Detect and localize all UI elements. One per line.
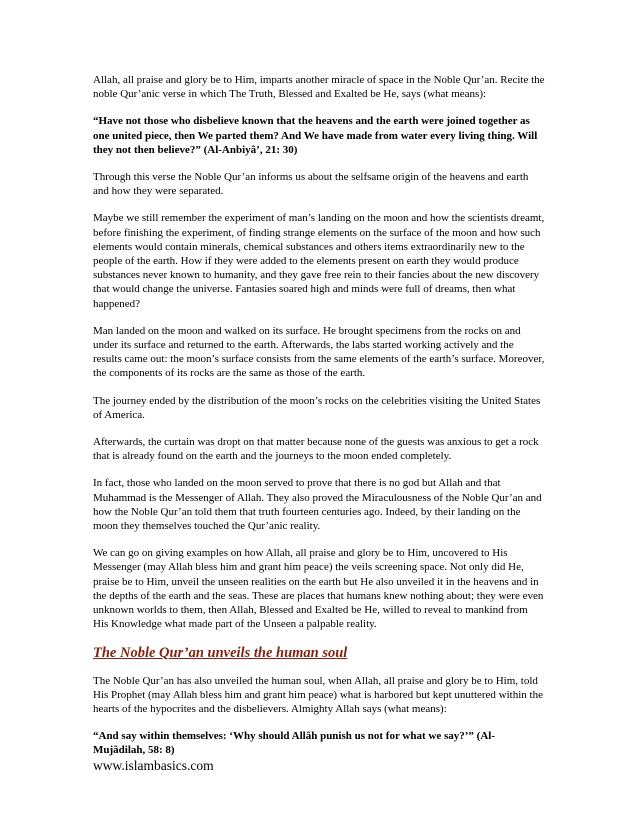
paragraph-examples: We can go on giving examples on how Allah, all praise and glory be to Him, uncovered to His Messenger (may Allah bless him and grant him peace) the veils screening space. Not only did He, praise be to Him, unveil the unseen realities on the earth but He also unveiled it in the heavens and in the depths of the earth and the seas. These are places that humans knew nothing about; they were even unknown worlds to them, then Allah, Blessed and Exalted be He, willed to reveal to mankind from His Knowledge what made part of the Unseen a palpable reality. [93,547,544,631]
paragraph-journey-ended: The journey ended by the distribution of the moon’s rocks on the celebrities visiting the United States of America. [93,394,541,421]
paragraph-curtain-dropt: Afterwards, the curtain was dropt on that matter because none of the guests was anxious to get a rock that is already found on the earth and the journeys to the moon ended completely. [93,436,539,463]
quote-mujadilah: “And say within themselves: ‘Why should Allâh punish us not for what we say?’” (Al-Mujâdilah, 58: 8) [93,730,495,757]
paragraph-human-soul: The Noble Qur’an has also unveiled the human soul, when Allah, all praise and glory be to Him, told His Prophet (may Allah bless him and grant him peace) what is harbored but kept unuttered within the hearts of the hypocrites and the disbelievers. Almighty Allah says (what means): [93,674,543,715]
paragraph-proof: In fact, those who landed on the moon served to prove that there is no god but Allah and that Muhammad is the Messenger of Allah. They also proved the Miraculousness of the Noble Qur’an and how the Noble Qur’an told them that truth fourteen centuries ago. Indeed, by their landing on the moon they themselves touched the Qur’anic reality. [93,477,542,533]
section-heading: The Noble Qur’an unveils the human soul [93,644,348,661]
page-content [93,73,545,771]
footer-url: www.islambasics.com [93,758,214,773]
paragraph-verse-explanation: Through this verse the Noble Qur’an informs us about the selfsame origin of the heavens and earth and how they were separated. [93,171,529,198]
paragraph-moon-experiment: Maybe we still remember the experiment of man’s landing on the moon and how the scientists dreamt, before finishing the experiment, of finding strange elements on the surface of the moon and how such elements would contain minerals, chemical substances and others items extraordinarily new to the people of the earth. How if they were added to the elements present on earth they would produce substances never known to humanity, and they gave free rein to their fancies about the new discovery that would change the universe. Fantasies soared high and minds were full of dreams, then what happened? [93,212,545,310]
paragraph-moon-landing: Man landed on the moon and walked on its surface. He brought specimens from the rocks on and under its surface and returned to the earth. Afterwards, the labs started working actively and the results came out: the moon’s surface consists from the same elements of the earth’s surface. Moreover, the components of its rocks are the same as those of the earth. [93,324,545,380]
paragraph-intro: Allah, all praise and glory be to Him, imparts another miracle of space in the Noble Qur’an. Recite the noble Qur’anic verse in which The Truth, Blessed and Exalted be He, says (what means): [93,74,545,101]
quote-anbiya: “Have not those who disbelieve known that the heavens and the earth were joined together as one united piece, then We parted them? And We have made from water every living thing. Will they not then believe?” (Al-Anbiyâ’, 21: 30) [93,115,538,156]
